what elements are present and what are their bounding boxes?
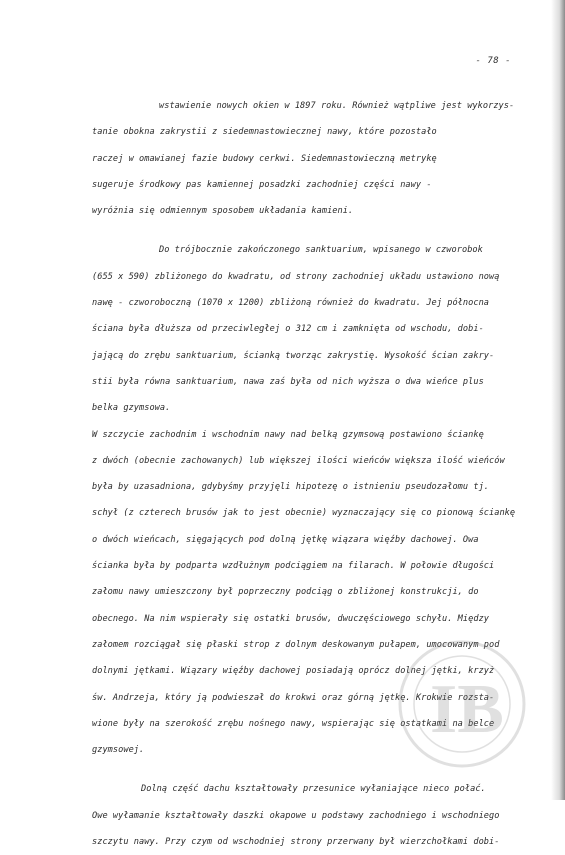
text-line: załomu nawy umieszczony był poprzeczny podciąg o zbliżonej konstrukcji, do xyxy=(92,587,479,598)
text-line: szczytu nawy. Przy czym od wschodniej strony przerwany był wierzchołkami dobi- xyxy=(92,837,500,848)
text-line: stii była równa sanktuarium, nawa zaś była od nich wyższa o dwa wieńce plus xyxy=(92,376,484,387)
text-line: załomem rozciągał się płaski strop z dolnym deskowanym pułapem, umocowanym pod xyxy=(92,639,500,650)
text-line: o dwóch wieńcach, sięgających pod dolną jętkę wiązara więźby dachowej. Owa xyxy=(92,534,479,545)
paragraph xyxy=(92,776,544,855)
text-line: ścianka była by podparta wzdłużnym podciągiem na filarach. W połowie długości xyxy=(92,561,495,572)
text-line: Do trójbocznie zakończonego sanktuarium, wpisanego w czworobok xyxy=(159,245,483,256)
paragraph xyxy=(92,422,544,764)
svg-text:IB: IB xyxy=(430,671,504,748)
body-text xyxy=(92,93,544,855)
text-line: była by uzasadniona, gdybyśmy przyjęli hipotezę o istnieniu pseudozałomu tj. xyxy=(92,482,490,493)
text-line: jającą do zrębu sanktuarium, ścianką tworząc zakrystię. Wysokość ścian zakry- xyxy=(92,350,495,361)
text-line: belka gzymsowa. xyxy=(92,403,171,414)
text-line: dolnymi jętkami. Wiązary więźby dachowej posiadają oprócz dolnej jętki, krzyż xyxy=(92,666,495,677)
text-line: raczej w omawianej fazie budowy cerkwi. Siedemnastowieczną metrykę xyxy=(92,153,437,164)
scan-edge-shadow xyxy=(551,0,565,800)
text-line: nawę - czworoboczną (1070 x 1200) zbliżoną również do kwadratu. Jej północna xyxy=(92,298,490,309)
text-line: św. Andrzeja, który ją podwieszał do krokwi oraz górną jętkę. Krokwie rozsta- xyxy=(92,692,495,703)
text-line: tanie obokna zakrystii z siedemnastowiecznej nawy, które pozostało xyxy=(92,127,437,138)
paragraph xyxy=(92,93,544,224)
text-line: schył (z czterech brusów jak to jest obecnie) wyznaczający się co pionową ściankę xyxy=(92,508,516,519)
text-line: ściana była dłuższa od przeciwległej o 312 cm i zamknięta od wschodu, dobi- xyxy=(92,324,484,335)
text-line: obecnego. Na nim wspierały się ostatki brusów, dwuczęściowego schyłu. Między xyxy=(92,613,490,624)
text-line: wione były na szerokość zrębu nośnego nawy, wspierając się ostatkami na belce xyxy=(92,718,495,729)
text-line: Owe wyłamanie kształtowały daszki okapowe u podstawy zachodniego i wschodniego xyxy=(92,810,500,821)
text-line: sugeruje środkowy pas kamiennej posadzki zachodniej części nawy - xyxy=(92,179,432,190)
text-line: wstawienie nowych okien w 1897 roku. Również wątpliwe jest wykorzys- xyxy=(159,101,515,111)
text-line: W szczycie zachodnim i wschodnim nawy nad belką gzymsową postawiono ściankę xyxy=(92,429,484,440)
text-line: (655 x 590) zbliżonego do kwadratu, od strony zachodniej układu ustawiono nową xyxy=(92,271,500,282)
text-line: z dwóch (obecnie zachowanych) lub większej ilości wieńców większa ilość wieńców xyxy=(92,455,505,466)
paragraph xyxy=(92,237,544,421)
page-number: - 78 - xyxy=(475,56,511,66)
text-line: Dolną część dachu kształtowały przesunice wyłaniające nieco połać. xyxy=(141,784,486,795)
text-line: gzymsowej. xyxy=(92,745,145,756)
text-line: wyróżnia się odmiennym sposobem układania kamieni. xyxy=(92,206,354,217)
